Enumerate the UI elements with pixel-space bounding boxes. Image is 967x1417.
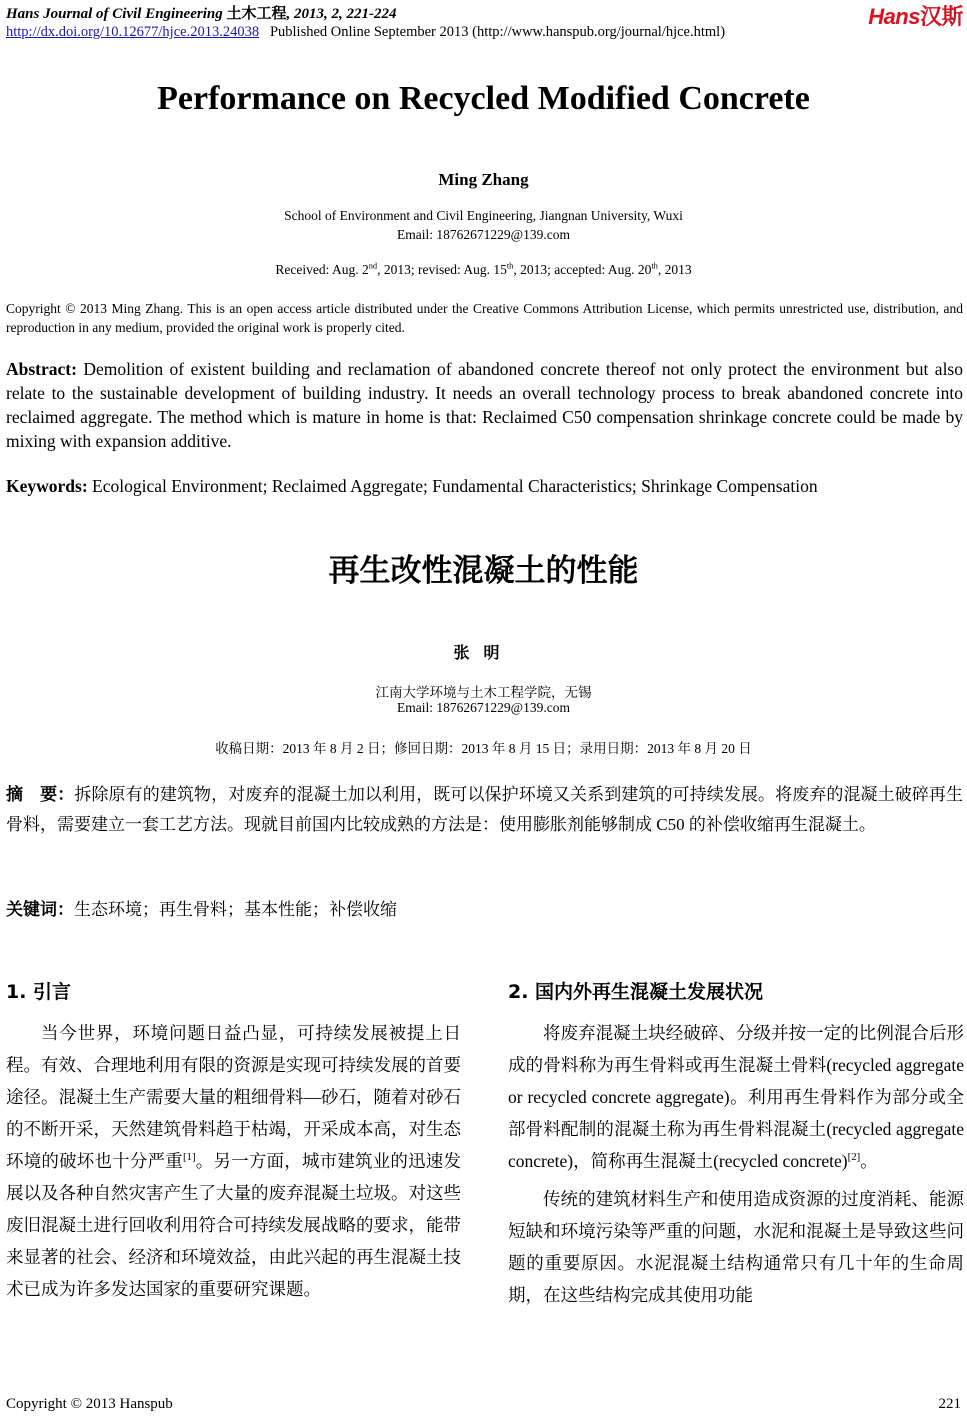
doi-line	[6, 24, 725, 41]
footer-copyright: Copyright © 2013 Hanspub	[6, 1396, 173, 1412]
section-2-heading: 2. 国内外再生混凝土发展状况	[508, 981, 764, 1003]
paragraph: 当今世界，环境问题日益凸显，可持续发展被提上日程。有效、合理地利用有限的资源是实现可持续发展的首要途径。混凝土生产需要大量的粗细骨料—砂石，随着对砂石的不断开采，天然建筑骨料趋于枯竭，开采成本高，对生态环境的破坏也十分严重[1]。另一方面，城市建筑业的迅速发展以及各种自然灾害产生了大量的废弃混凝土垃圾。对这些废旧混凝土进行回收利用符合可持续发展战略的要求，能带来显著的社会、经济和环境效益，由此兴起的再生混凝土技术已成为许多发达国家的重要研究课题。	[6, 1023, 461, 1299]
abstract-en	[6, 357, 963, 453]
paragraph: 将废弃混凝土块经破碎、分级并按一定的比例混合后形成的骨料称为再生骨料或再生混凝土骨料(recycled aggregate or recycled concrete aggregate)。利用再生骨料作为部分或全部骨料配制的混凝土称为再生骨料混凝土(recycled aggregate concrete)，简称再生混凝土(recycled concrete)[2]。	[508, 1023, 964, 1171]
email-en: Email: 18762671229@139.com	[397, 227, 570, 242]
paragraph: 传统的建筑材料生产和使用造成资源的过度消耗、能源短缺和环境污染等严重的问题，水泥和混凝土是导致这些问题的重要原因。水泥混凝土结构通常只有几十年的生命周期，在这些结构完成其使用功能	[508, 1189, 964, 1305]
section-1-heading: 1. 引言	[6, 981, 72, 1003]
email-cn: Email: 18762671229@139.com	[397, 700, 570, 715]
citation-ref[interactable]: [2]	[847, 1151, 861, 1164]
affiliation-cn: 江南大学环境与土木工程学院，无锡	[375, 685, 592, 700]
abstract-label: Abstract:	[6, 359, 77, 379]
keywords-en	[6, 474, 963, 498]
hans-logo	[868, 0, 963, 31]
dates-en: Received: Aug. 2nd, 2013; revised: Aug. 15th, 2013; accepted: Aug. 20th, 2013	[275, 261, 692, 277]
journal-citation: , 2013, 2, 221-224	[286, 6, 397, 22]
citation-ref[interactable]: [1]	[182, 1151, 196, 1164]
published-info: Published Online September 2013 (http://www.hanspub.org/journal/hjce.html)	[269, 24, 726, 40]
journal-name-cn: 土木工程	[226, 6, 287, 22]
abstract-cn-label: 摘 要：	[6, 785, 75, 805]
section-1-body	[6, 1017, 461, 1305]
paper-title-cn: 再生改性混凝土的性能	[328, 553, 639, 589]
keywords-cn	[6, 895, 963, 925]
abstract-cn	[6, 780, 963, 839]
doi-link[interactable]: http://dx.doi.org/10.12677/hjce.2013.24038	[6, 24, 260, 40]
dates-cn: 收稿日期：2013 年 8 月 2 日；修回日期：2013 年 8 月 15 日；录用日期：2013 年 8 月 20 日	[215, 741, 752, 756]
copyright-notice: Copyright © 2013 Ming Zhang. This is an open access article distributed under the Creative Commons Attribution License, which permits unrestricted use, distribution, and reproduction in any medium, provided the original work is properly cited.	[6, 301, 963, 335]
paper-title-en: Performance on Recycled Modified Concrete	[157, 80, 810, 117]
journal-header	[6, 2, 396, 23]
abstract-cn-text: 拆除原有的建筑物，对废弃的混凝土加以利用，既可以保护环境又关系到建筑的可持续发展。将废弃的混凝土破碎再生骨料，需要建立一套工艺方法。现就目前国内比较成熟的方法是：使用膨胀剂能够制成 C50 的补偿收缩再生混凝土。	[6, 785, 964, 834]
page-number: 221	[938, 1396, 961, 1412]
author-cn: 张明	[453, 643, 514, 662]
keywords-cn-label: 关键词：	[6, 900, 74, 920]
keywords-text: Ecological Environment; Reclaimed Aggregate; Fundamental Characteristics; Shrinkage Compensation	[87, 476, 818, 496]
journal-name: Hans Journal of Civil Engineering	[6, 6, 223, 22]
author-en: Ming Zhang	[438, 170, 529, 189]
logo-text: Hans	[868, 4, 920, 29]
logo-text-cn: 汉斯	[919, 4, 963, 29]
keywords-cn-text: 生态环境；再生骨料；基本性能；补偿收缩	[74, 900, 397, 919]
affiliation-en: School of Environment and Civil Engineering, Jiangnan University, Wuxi	[284, 208, 683, 223]
abstract-text: Demolition of existent building and reclamation of abandoned concrete thereof not only protect the environment but also relate to the sustainable development of building industry. It needs an overall technology process to break abandoned concrete into reclaimed aggregate. The method which is mature in home is that: Reclaimed C50 compensation shrinkage concrete could be made by mixing with expansion additive.	[6, 359, 963, 451]
section-2-body	[508, 1017, 964, 1311]
keywords-label: Keywords:	[6, 476, 88, 496]
